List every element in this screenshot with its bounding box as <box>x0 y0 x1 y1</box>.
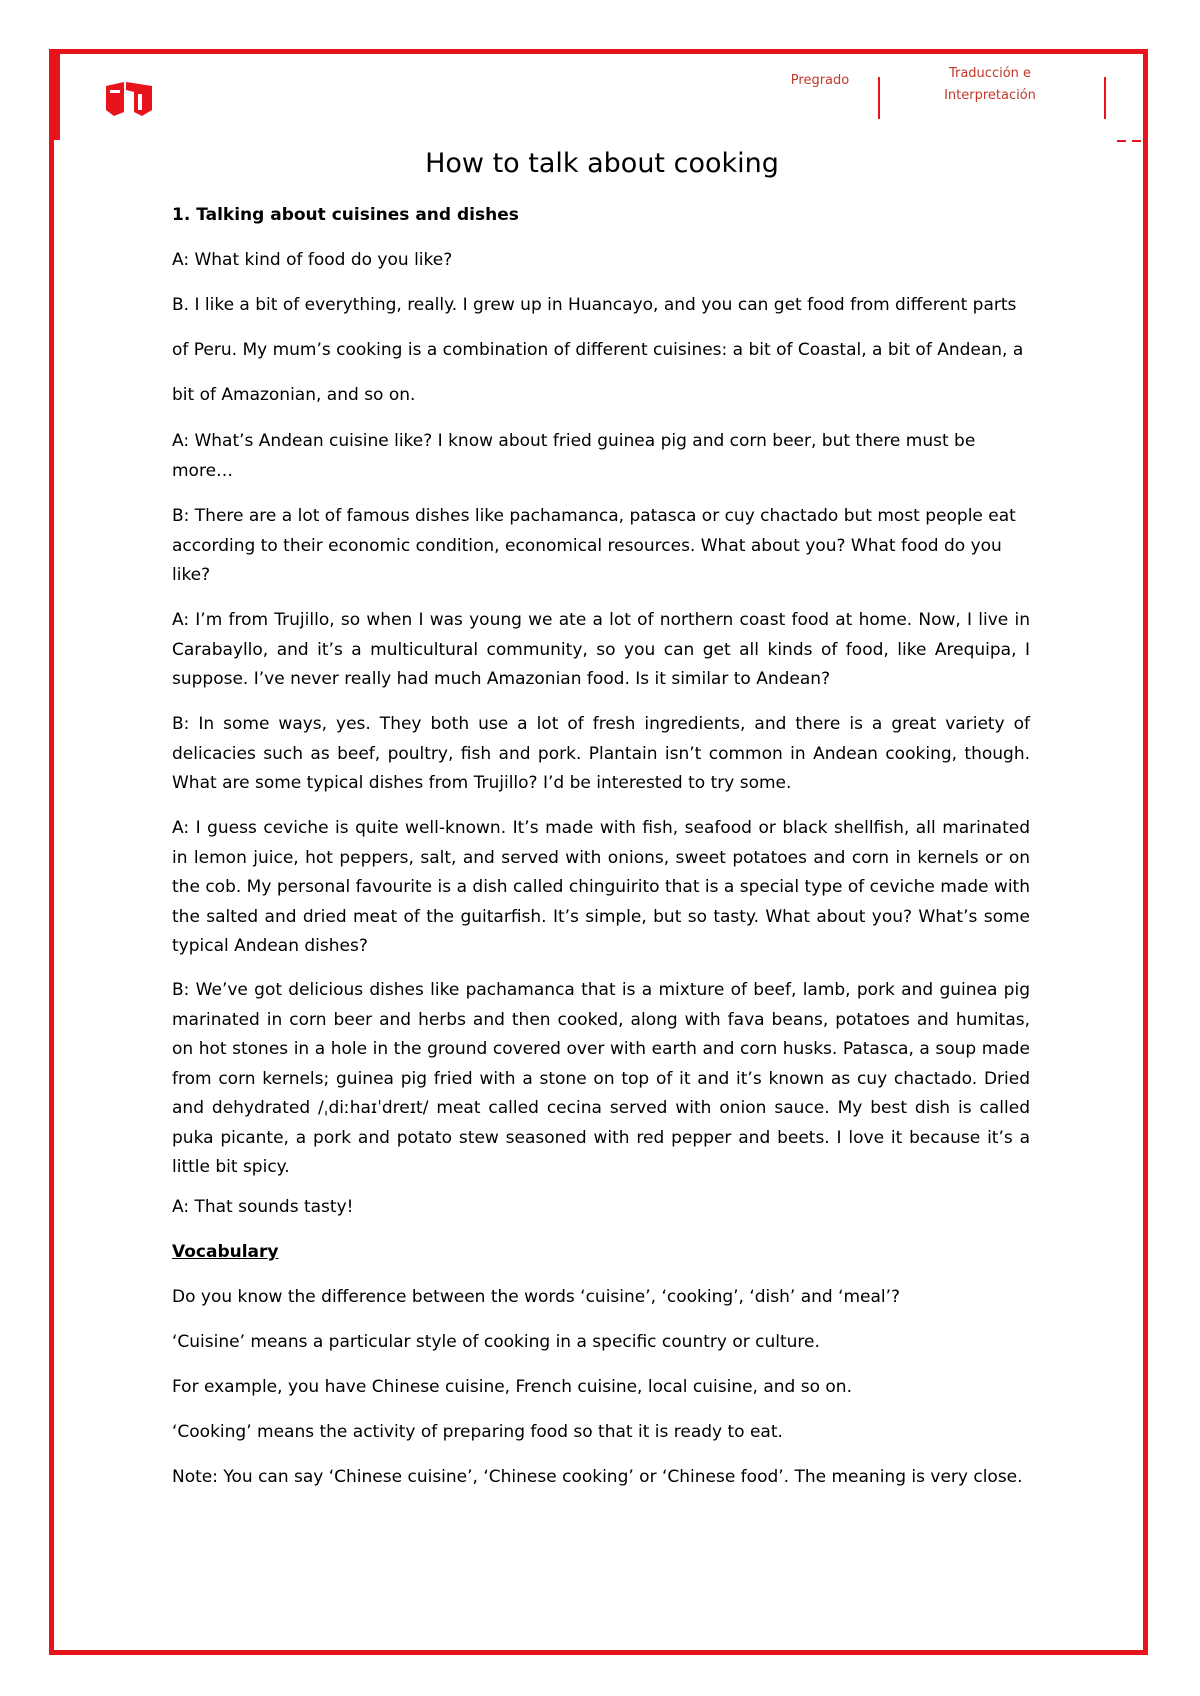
header-level: Pregrado <box>790 73 850 88</box>
dialogue-line: A: I’m from Trujillo, so when I was young we ate a lot of northern coast food at home. Now, I live in Carabayllo, and it’s a multicultural community, so you can get all kinds of food, like Arequipa, I suppose. I’ve never really had much Amazonian food. Is it similar to Andean? <box>172 610 1030 689</box>
dialogue-line: B: In some ways, yes. They both use a lot of fresh ingredients, and there is a great variety of delicacies such as beef, poultry, fish and pork. Plantain isn’t common in Andean cooking, though. What are some typical dishes from Trujillo? I’d be interested to try some. <box>172 714 1030 793</box>
header-career-line1: Traducción e <box>948 66 1032 81</box>
left-accent-bar <box>54 54 60 140</box>
vocabulary-line: Note: You can say ‘Chinese cuisine’, ‘Chinese cooking’ or ‘Chinese food’. The meaning is very close. <box>172 1467 1023 1487</box>
dialogue-line: A: What kind of food do you like? <box>172 250 453 270</box>
vocabulary-heading: Vocabulary <box>172 1242 279 1262</box>
header-career-line2: Interpretación <box>944 88 1036 103</box>
dialogue-line: A: I guess ceviche is quite well-known. It’s made with fish, seafood or black shellfish, all marinated in lemon juice, hot peppers, salt, and served with onions, sweet potatoes and corn in kernels or on the cob. My personal favourite is a dish called chinguirito that is a special type of ceviche made with the salted and dried meat of the guitarfish. It’s simple, but so tasty. What about you? What’s some typical Andean dishes? <box>172 818 1030 956</box>
header-career <box>920 63 1060 107</box>
corner-dash <box>1132 140 1141 142</box>
section-heading: 1. Talking about cuisines and dishes <box>172 205 519 225</box>
dialogue-line: B. I like a bit of everything, really. I grew up in Huancayo, and you can get food from different parts of Peru. My mum’s cooking is a combination of different cuisines: a bit of Coastal, a bit of Andean, a bit of Amazonian, and so on. <box>172 295 1024 405</box>
header-separator <box>1104 77 1106 119</box>
dialogue-line: B: We’ve got delicious dishes like pachamanca that is a mixture of beef, lamb, pork and guinea pig marinated in corn beer and herbs and then cooked, along with fava beans, potatoes and humitas, on hot stones in a hole in the ground covered over with earth and corn husks. Patasca, a soup made from corn kernels; guinea pig fried with a stone on top of it and it’s known as cuy chactado. Dried and dehydrated /ˌdiːhaɪˈdreɪt/ meat called cecina served with onion sauce. My best dish is called puka picante, a pork and potato stew seasoned with red pepper and beets. I love it because it’s a little bit spicy. <box>172 980 1030 1177</box>
dialogue-line: A: What’s Andean cuisine like? I know about fried guinea pig and corn beer, but there must be more… <box>172 431 976 481</box>
vocabulary-line: For example, you have Chinese cuisine, French cuisine, local cuisine, and so on. <box>172 1377 852 1397</box>
university-shield-logo <box>104 80 154 120</box>
header-separator <box>878 77 880 119</box>
dialogue-line: A: That sounds tasty! <box>172 1197 354 1217</box>
corner-dash <box>1117 140 1126 142</box>
vocabulary-line: ‘Cooking’ means the activity of preparing food so that it is ready to eat. <box>172 1422 783 1442</box>
vocabulary-line: Do you know the difference between the words ‘cuisine’, ‘cooking’, ‘dish’ and ‘meal’? <box>172 1287 901 1307</box>
page-title: How to talk about cooking <box>425 148 779 179</box>
dialogue-line: B: There are a lot of famous dishes like pachamanca, patasca or cuy chactado but most people eat according to their economic condition, economical resources. What about you? What food do you like? <box>172 506 1016 585</box>
vocabulary-line: ‘Cuisine’ means a particular style of cooking in a specific country or culture. <box>172 1332 820 1352</box>
